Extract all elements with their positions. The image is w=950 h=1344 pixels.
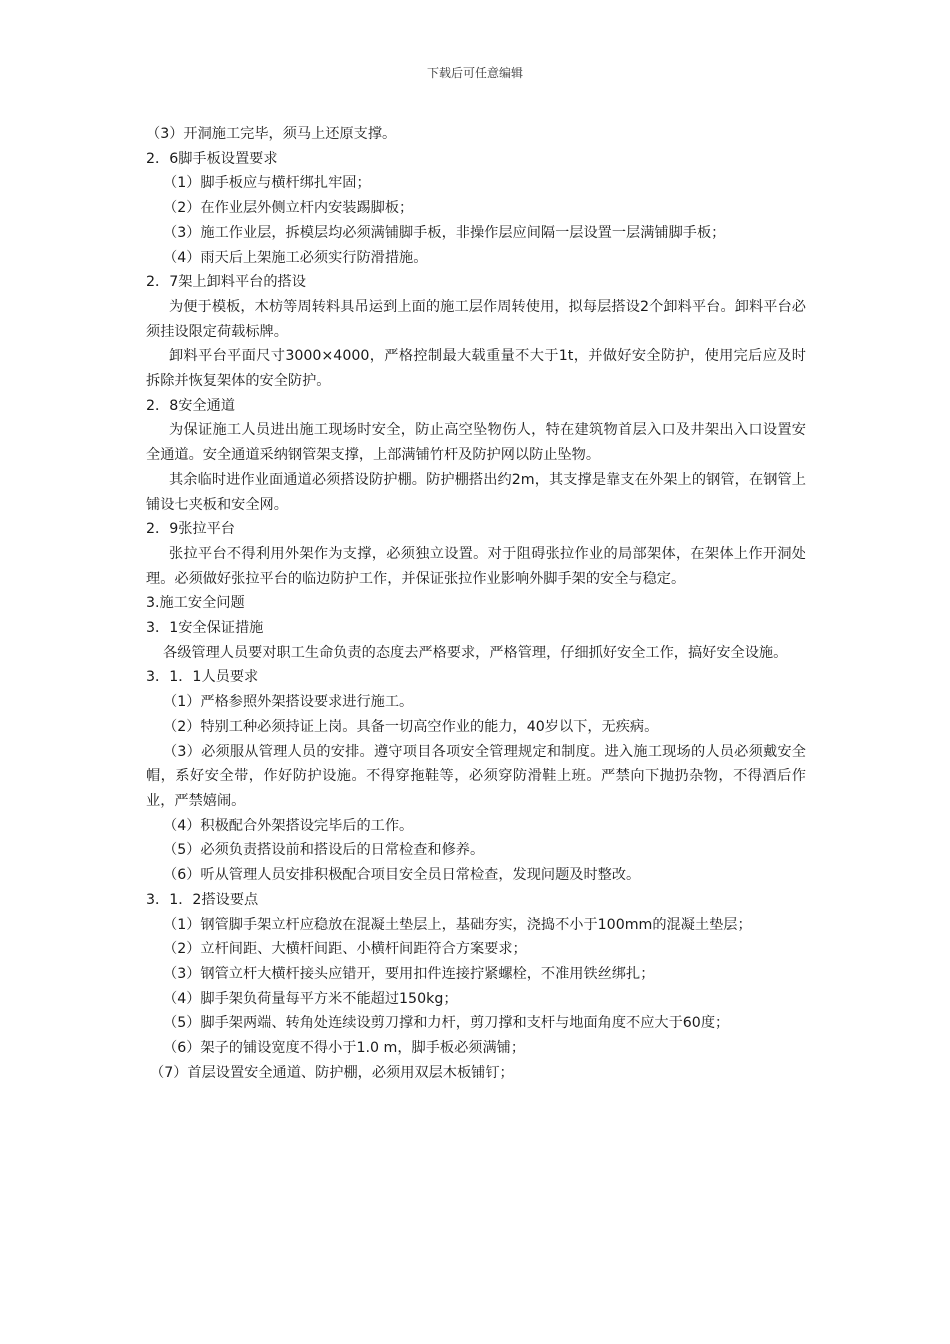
list-item: （4）积极配合外架搭设完毕后的工作。 — [163, 817, 414, 834]
list-item: （4）脚手架负荷量每平方米不能超过150kg； — [163, 990, 458, 1007]
list-item: （1）钢管脚手架立杆应稳放在混凝土垫层上，基础夯实，浇捣不小于100mm的混凝土垫层； — [163, 916, 752, 933]
list-item: （5）脚手架两端、转角处连续设剪刀撑和力杆，剪刀撑和支杆与地面角度不应大于60度； — [163, 1015, 730, 1032]
document-body — [146, 122, 806, 1085]
paragraph: 各级管理人员要对职工生命负责的态度去严格要求，严格管理，仔细抓好安全工作，搞好安全设施。 — [163, 644, 788, 661]
list-item: （2）特别工种必须持证上岗。具备一切高空作业的能力，40岁以下，无疾病。 — [163, 718, 659, 735]
section-heading: 2．9张拉平台 — [146, 521, 235, 538]
list-item: （6）听从管理人员安排积极配合项目安全员日常检查，发现问题及时整改。 — [163, 867, 641, 884]
list-item: （1）严格参照外架搭设要求进行施工。 — [163, 694, 414, 711]
list-item: （3）必须服从管理人员的安排。遵守项目各项安全管理规定和制度。进入施工现场的人员必须戴安全帽，系好安全带，作好防护设施。不得穿拖鞋等，必须穿防滑鞋上班。严禁向下抛扔杂物，不得酒后作业，严禁嬉闹。 — [146, 743, 806, 809]
paragraph: 张拉平台不得利用外架作为支撑，必须独立设置。对于阻碍张拉作业的局部架体，在架体上作开洞处理。必须做好张拉平台的临边防护工作，并保证张拉作业影响外脚手架的安全与稳定。 — [146, 545, 806, 587]
list-item: （2）立杆间距、大横杆间距、小横杆间距符合方案要求； — [163, 941, 527, 958]
section-heading: 2．8安全通道 — [146, 397, 235, 414]
list-item: （6）架子的铺设宽度不得小于1.0 m，脚手板必须满铺； — [163, 1040, 526, 1057]
list-item: （2）在作业层外侧立杆内安装踢脚板； — [163, 200, 414, 217]
page-header: 下载后可任意编辑 — [426, 66, 523, 80]
section-heading: 3．1．2搭设要点 — [146, 891, 259, 908]
list-item: （4）雨天后上架施工必须实行防滑措施。 — [163, 249, 428, 266]
section-heading: 3．1安全保证措施 — [146, 620, 264, 637]
section-heading: 2．6脚手板设置要求 — [146, 150, 278, 167]
list-item: （3）施工作业层，拆模层均必须满铺脚手板，非操作层应间隔一层设置一层满铺脚手板； — [163, 224, 726, 241]
paragraph: （3）开洞施工完毕，须马上还原支撑。 — [146, 126, 397, 142]
list-item: （1）脚手板应与横杆绑扎牢固； — [163, 175, 371, 192]
list-item: （5）必须负责搭设前和搭设后的日常检查和修养。 — [163, 842, 485, 859]
paragraph: 为保证施工人员进出施工现场时安全，防止高空坠物伤人，特在建筑物首层入口及井架出入口设置安全通道。安全通道采纳钢管架支撑，上部满铺竹杆及防护网以防止坠物。 — [146, 422, 806, 464]
paragraph: 其余临时进作业面通道必须搭设防护棚。防护棚搭出约2m，其支撑是靠支在外架上的钢管，在钢管上铺设七夹板和安全网。 — [146, 471, 806, 513]
list-item: （3）钢管立杆大横杆接头应错开，要用扣件连接拧紧螺栓，不准用铁丝绑扎； — [163, 965, 655, 982]
list-item: （7）首层设置安全通道、防护棚，必须用双层木板铺钉； — [150, 1064, 514, 1081]
paragraph: 卸料平台平面尺寸3000×4000，严格控制最大载重量不大于1t，并做好安全防护，使用完后应及时拆除并恢复架体的安全防护。 — [146, 348, 806, 390]
section-heading: 3.施工安全问题 — [146, 595, 245, 612]
section-heading: 3．1．1人员要求 — [146, 669, 259, 686]
section-heading: 2．7架上卸料平台的搭设 — [146, 274, 306, 291]
paragraph: 为便于模板，木枋等周转料具吊运到上面的施工层作周转使用，拟每层搭设2个卸料平台。卸料平台必须挂设限定荷载标牌。 — [146, 298, 806, 340]
